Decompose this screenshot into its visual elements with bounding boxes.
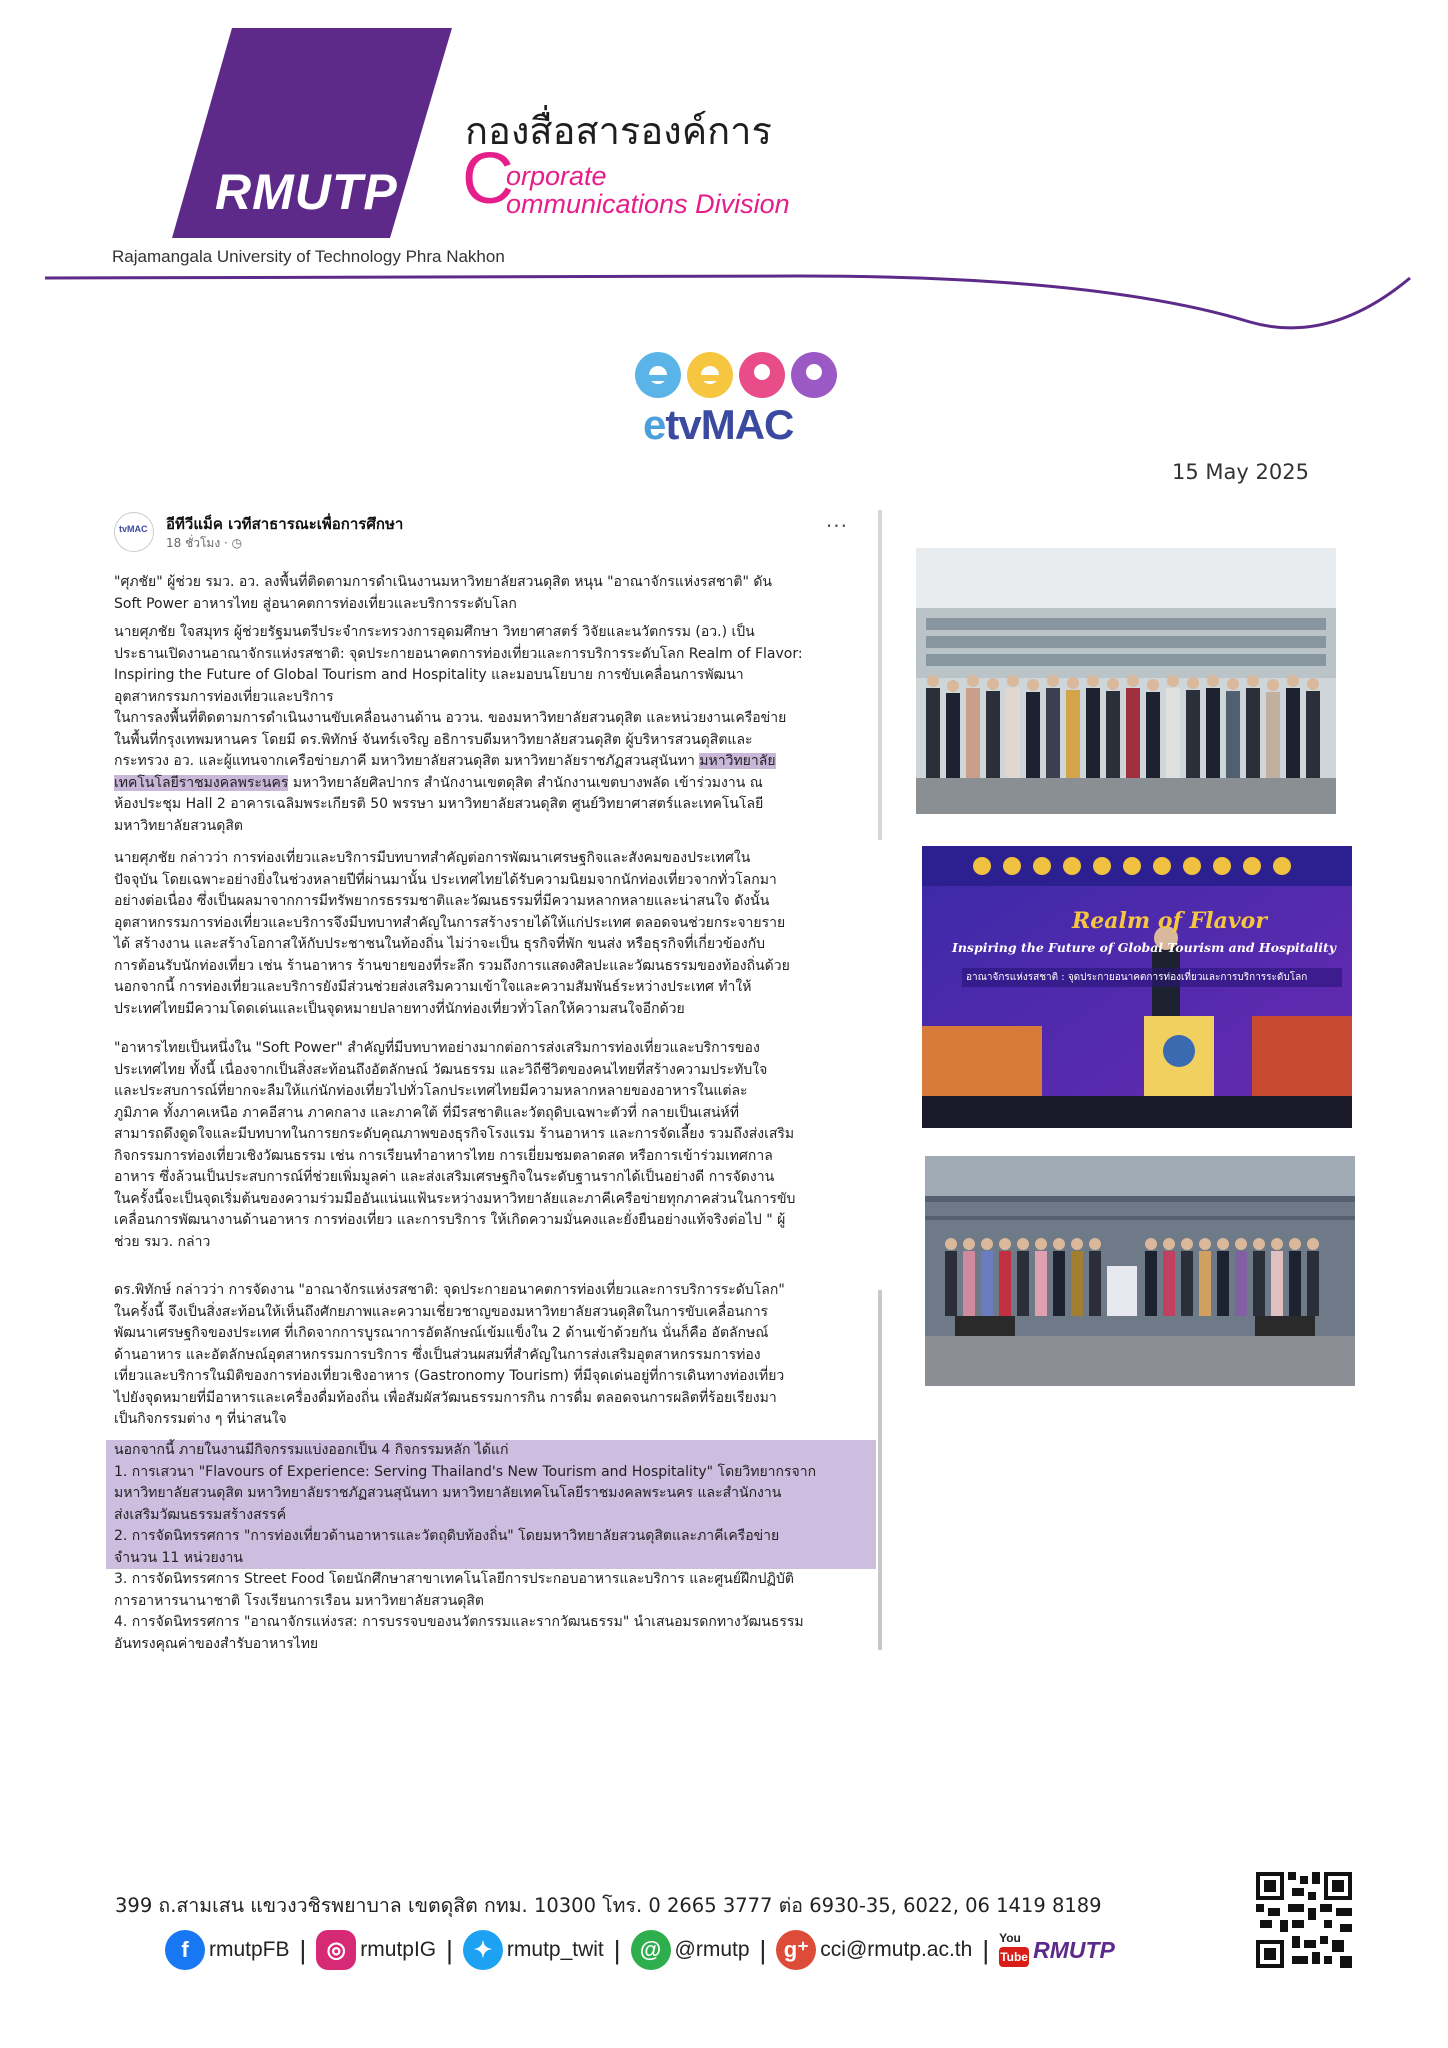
twitter-icon: ✦ [463,1930,503,1970]
post-paragraph-1: นายศุภชัย ใจสมุทร ผู้ช่วยรัฐมนตรีประจำกระทรวงการอุดมศึกษา วิทยาศาสตร์ วิจัยและนวัตกรรม (อว.) เป็น ประธานเปิดงานอาณาจักรแห่งรสชาติ: จุดประกายอนาคตการท่องเที่ยวและการบริการระดับโลก Realm of Flavor: Inspiring the Future of Global Tourism and Hospitality และมอบนโยบาย การขับเคลื่อนการพัฒนา อุตสาหกรรมการท่องเที่ยวและบริการ ในการลงพื้นที่ติดตามการดำเนินงานขับเคลื่อนงานด้าน อววน. ของมหาวิทยาลัยสวนดุสิต และหน่วยงานเครือข่าย ในพื้นที่กรุงเทพมหานคร โดยมี ดร.พิทักษ์ จันทร์เจริญ อธิการบดีมหาวิทยาลัยสวนดุสิต ผู้บริหารสวนดุสิตและ กระทรวง อว. และผู้แทนจากเครือข่ายภาคี มหาวิทยาลัยสวนดุสิต มหาวิทยาลัยราชภัฏสวนสุนันทา มหาวิทยาลัย เทคโนโลยีราชมงคลพระนคร มหาวิทยาลัยศิลปากร สำนักงานเขตดุสิต สำนักงานเขตบางพลัด เข้าร่วมงาน ณ ห้องประชุม Hall 2 อาคารเฉลิมพระเกียรติ 50 พรรษา มหาวิทยาลัยสวนดุสิต ศูนย์วิทยาศาสตร์และเทคโนโลยี มหาวิทยาลัยสวนดุสิต [114,624,803,834]
banner-title: Realm of Flavor [1072,908,1267,934]
post-author[interactable]: อีทีวีแม็ค เวทีสาธารณะเพื่อการศึกษา [166,515,404,533]
separator: | [613,1934,621,1965]
post-paragraph-4: ดร.พิทักษ์ กล่าวว่า การจัดงาน "อาณาจักรแห่งรสชาติ: จุดประกายอนาคตการท่องเที่ยวและการบริการระดับโลก" ในครั้งนี้ จึงเป็นสิ่งสะท้อนให้เห็นถึงศักยภาพและความเชี่ยวชาญของมหาวิทยาลัยสวนดุสิตในการขับเคลื่อนการ พัฒนาเศรษฐกิจของประเทศ ที่เกิดจากการบูรณาการอัตลักษณ์เข้มแข็งใน 2 ด้านเข้าด้วยกัน นั่นก็คือ อัตลักษณ์ ด้านอาหาร และอัตลักษณ์อุตสาหกรรมการบริการ ซึ่งเป็นส่วนผสมที่สำคัญในการส่งเสริมอุตสาหกรรมการท่อง เที่ยวและบริการในมิติของการท่องเที่ยวเชิงอาหาร (Gastronomy Tourism) ที่มีจุดเด่นอยู่ที่การเดินทางท่องเที่ยว ไปยังจุดหมายที่มีอาหารและเครื่องดื่มท้องถิ่น เพื่อสัมผัสวัฒนธรรมการกิน การดื่ม ตลอดจนการผลิตที่ร้อยเรียงมา เป็นกิจกรรมต่าง ๆ ที่น่าสนใจ [114,1282,785,1427]
footer-social-links [165,1928,1115,1972]
rmutp-logo-text: RMUTP [215,164,398,220]
highlight-university-name-cont: เทคโนโลยีราชมงคลพระนคร [114,774,289,791]
banner-thai-text: อาณาจักรแห่งรสชาติ : จุดประกายอนาคตการท่องเที่ยวและการบริการระดับโลก [962,968,1342,987]
post-paragraph-2: นายศุภชัย กล่าวว่า การท่องเที่ยวและบริการมีบทบาทสำคัญต่อการพัฒนาเศรษฐกิจและสังคมของประเทศใน ปัจจุบัน โดยเฉพาะอย่างยิ่งในช่วงหลายปีที่ผ่านมานั้น ประเทศไทยได้รับความนิยมจากนักท่องเที่ยวจากทั่วโลกมา อย่างต่อเนื่อง ซึ่งเป็นผลมาจากการมีทรัพยากรธรรมชาติและวัฒนธรรมที่มีความหลากหลายและน่าสนใจ ดังนั้น อุตสาหกรรมการท่องเที่ยวและบริการจึงมีบทบาทสำคัญในการสร้างรายได้ให้แก่ประเทศ ตลอดจนช่วยกระจายราย ได้ สร้างงาน และสร้างโอกาสให้กับประชาชนในท้องถิ่น ไม่ว่าจะเป็น ธุรกิจที่พัก ขนส่ง หรือธุรกิจที่เกี่ยวข้องกับ การต้อนรับนักท่องเที่ยว เช่น ร้านอาหาร ร้านขายของที่ระลึก รวมถึงการแสดงศิลปะและวัฒนธรรมของท้องถิ่นด้วย นอกจากนี้ การท่องเที่ยวและบริการยังมีส่วนช่วยส่งเสริมความเข้าใจและความสัมพันธ์ระหว่างประเทศ ทำให้ ประเทศไทยมีความโดดเด่นและเป็นจุดหมายปลายทางที่นักท่องเที่ยวทั่วโลกให้ความสนใจอีกด้วย [114,850,790,1017]
facebook-link[interactable]: f rmutpFB [165,1930,290,1970]
qr-code[interactable] [1256,1872,1352,1968]
at-icon: @ [631,1930,671,1970]
etvmac-logo-text: etvMAC [643,401,794,448]
post-activity-list: 3. การจัดนิทรรศการ Street Food โดยนักศึกษาสาขาเทคโนโลยีการประกอบอาหารและบริการ และศูนย์ฝึกปฏิบัติ การอาหารนานาชาติ โรงเรียนการเรือน มหาวิทยาลัยสวนดุสิต 4. การจัดนิทรรศการ "อาณาจักรแห่งรส: การบรรจบของนวัตกรรมและรากวัฒนธรรม" นำเสนอมรดกทางวัฒนธรรม อันทรงคุณค่าของสำรับอาหารไทย [114,1571,804,1652]
post-scrollbar-2[interactable] [878,1290,882,1650]
post-time[interactable]: 18 ชั่วโมง · ◷ [166,536,243,550]
separator: | [299,1934,307,1965]
instagram-link[interactable]: ◎ rmutpIG [316,1930,436,1970]
photo-group [916,548,1336,814]
photo-group-image [916,548,1336,814]
university-name: Rajamangala University of Technology Phra Nakhon [112,247,505,266]
more-options-icon[interactable]: ··· [825,514,848,538]
banner-subtitle: Inspiring the Future of Global Tourism and Hospitality [952,940,1337,955]
org-name-thai: กองสื่อสารองค์การ [465,109,772,153]
post-header [114,510,874,558]
document-date: 15 May 2025 [1172,460,1309,484]
photo-stage-image [925,1156,1355,1386]
photo-stage [925,1156,1355,1386]
photo-speaker [922,846,1352,1128]
instagram-icon: ◎ [316,1930,356,1970]
etvmac-logo-graphic [628,345,838,403]
email-link[interactable]: g⁺ cci@rmutp.ac.th [776,1930,972,1970]
post-headline: "ศุภชัย" ผู้ช่วย รมว. อว. ลงพื้นที่ติดตามการดำเนินงานมหาวิทยาลัยสวนดุสิต หนุน "อาณาจักรแห่งรสชาติ" ดัน Soft Power อาหารไทย สู่อนาคตการท่องเที่ยวและบริการระดับโลก [114,574,773,612]
google-plus-icon: g⁺ [776,1930,816,1970]
twitter-link[interactable]: ✦ rmutp_twit [463,1930,604,1970]
facebook-icon: f [165,1930,205,1970]
separator: | [982,1934,990,1965]
letterhead [0,0,1448,360]
org-name-english [462,139,882,223]
youtube-icon: You Tube [999,1931,1029,1969]
author-avatar[interactable]: tvMAC [114,512,154,552]
highlight-university-name: มหาวิทยาลัย [699,753,776,769]
letterhead-swoosh-line [45,276,1410,328]
post-paragraph-3: "อาหารไทยเป็นหนึ่งใน "Soft Power" สำคัญที่มีบทบาทอย่างมากต่อการส่งเสริมการท่องเที่ยวและบริการของ ประเทศไทย ทั้งนี้ เนื่องจากเป็นสิ่งสะท้อนถึงอัตลักษณ์ วัฒนธรรม และวิถีชีวิตของคนไทยที่สร้างความประทับใจ และประสบการณ์ที่ยากจะลืมให้แก่นักท่องเที่ยวไปทั่วโลกประเทศไทยมีความหลากหลายของอาหารในแต่ละ ภูมิภาค ทั้งภาคเหนือ ภาคอีสาน ภาคกลาง และภาคใต้ ที่มีรสชาติและวัตถุดิบเฉพาะตัวที่ กลายเป็นเสน่ห์ที่ สามารถดึงดูดใจและมีบทบาทในการยกระดับคุณภาพของธุรกิจโรงแรม ร้านอาหาร และการจัดเลี้ยง รวมถึงส่งเสริม กิจกรรมการท่องเที่ยวเชิงวัฒนธรรม เช่น การเรียนทำอาหารไทย การเยี่ยมชมตลาดสด หรือการเข้าร่วมเทศกาล อาหาร ซึ่งล้วนเป็นประสบการณ์ที่ช่วยเพิ่มมูลค่า และส่งเสริมเศรษฐกิจในระดับฐานรากได้เป็นอย่างดี การจัดงาน ในครั้งนี้จะเป็นจุดเริ่มต้นของความร่วมมืออันแน่นแฟ้นระหว่างมหาวิทยาลัยและภาคีเครือข่ายทุกภาคส่วนในการขับ เคลื่อนการพัฒนางานด้านอาหาร การท่องเที่ยว และการบริการ ให้เกิดความมั่นคงและยั่งยืนอย่างแท้จริงต่อไป " ผู้ ช่วย รมว. กล่าว [114,1040,796,1250]
post-activity-list-highlighted: นอกจากนี้ ภายในงานมีกิจกรรมแบ่งออกเป็น 4 กิจกรรมหลัก ได้แก่ 1. การเสวนา "Flavours of Experience: Serving Thailand's New Tourism and Hospitality" โดยวิทยากรจาก มหาวิทยาลัยสวนดุสิต มหาวิทยาลัยราชภัฏสวนสุนันทา มหาวิทยาลัยเทคโนโลยีราชมงคลพระนคร และสำนักงาน ส่งเสริมวัฒนธรรมสร้างสรรค์ 2. การจัดนิทรรศการ "การท่องเที่ยวด้านอาหารและวัตถุดิบท้องถิ่น" โดยมหาวิทยาลัยสวนดุสิตและภาคีเครือข่าย จำนวน 11 หน่วยงาน [106,1440,876,1569]
youtube-link[interactable]: You Tube RMUTP [999,1931,1115,1969]
etvmac-logo [628,345,838,465]
org-name-line1: orporate [506,161,607,191]
post-scrollbar-1[interactable] [878,510,882,840]
org-name-initial: C [462,139,514,219]
footer-address: 399 ถ.สามเสน แขวงวชิรพยาบาล เขตดุสิต กทม. 10300 โทร. 0 2665 3777 ต่อ 6930-35, 6022, 06 1419 8189 [115,1894,1102,1917]
separator: | [759,1934,767,1965]
photo-speaker-image [922,846,1352,1128]
org-name-line2: ommunications Division [506,189,790,219]
separator: | [446,1934,453,1965]
line-link[interactable]: @ @rmutp [631,1930,750,1970]
